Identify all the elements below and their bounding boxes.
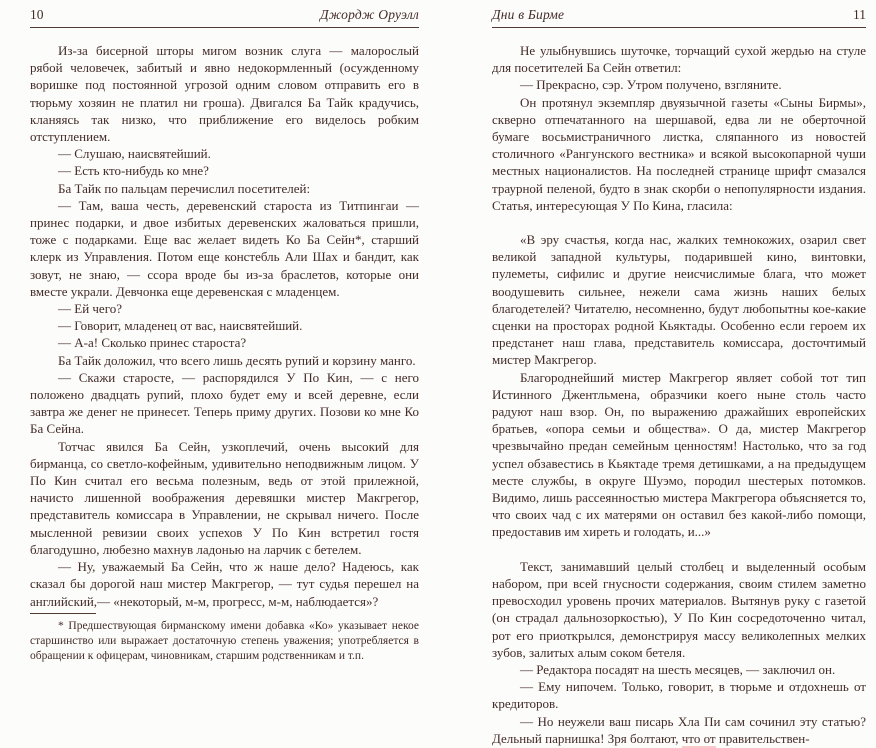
running-head-author: Джордж Оруэлл (319, 7, 419, 22)
footnote-rule (30, 613, 96, 614)
paragraph: Благороднейший мистер Макгрегор являет собой тот тип Истинного Джентльмена, образчики коего ныне столь часто радуют наш взор. Он, по выражению дражайших европейских братьев, «опора семьи и общества». О да, мистер Макгрегор чрезвычайно предан семейным ценностям! Настолько, что за год успел обзавестись в Кьяктаде тремя детишками, а на предыдущем месте службы, в округе Шуэмо, породил шестерых потомков. Видимо, лишь рассеянностью мистера Макгрегора объясняется то, что своих чад с их матерями он оставил без какой-либо помощи, предоставив им хиреть и голодать, и...» (492, 369, 866, 540)
paragraph: «В эру счастья, когда нас, жалких темнокожих, озарил свет великой западной культуры, подарившей кино, винтовки, пулеметы, сифилис и другие неисчислимые блага, что может воодушевить сильнее, нежели сама жизнь наших белых благодетелей? Читателю, несомненно, будут любопытны кое-какие сценки на просторах родной Кьяктады. Особенно если героем их предстанет наш глава, представитель комиссара, досточтимый мистер Макгрегор. (492, 232, 866, 368)
paragraph: — Ну, уважаемый Ба Сейн, что ж наше дело? Надеюсь, как сказал бы дорогой наш мистер Макгрегор, — тут судья перешел на английский,— «некоторый, м-м, прогресс, м-м, наблюдается»? (30, 559, 419, 609)
footnote-block (30, 610, 419, 671)
paragraph: Из-за бисерной шторы мигом возник слуга — малорослый рябой человечек, забитый и явно недокормленный (осужденному воришке под постоянной угрозой одним словом отправить его в тюрьму хозяин не платил ни гроша). Двигался Ба Тайк крадучись, кланяясь так низко, что приближение его виделось робким отступлением. (30, 43, 419, 145)
paragraph: Он протянул экземпляр двуязычной газеты «Сыны Бирмы», скверно отпечатанного на шершавой, едва ли не оберточной бумаге восьмистраничного листка, сляпанного из новостей столичного «Рангунского вестника» и всякой высокопарной чуши местных националистов. На последней странице шрифт смазался траурной пеленой, будто в знак скорби о непопулярности издания. Статья, интересующая У По Кина, гласила: (492, 94, 866, 213)
paragraph: — А-а! Сколько принес староста? (58, 335, 247, 351)
paragraph: — Ему нипочем. Только, говорит, в тюрьме и отдохнешь от кредиторов. (492, 679, 866, 712)
page-right (492, 0, 866, 746)
paragraph: — Редактора посадят на шесть месяцев, — заключил он. (520, 661, 836, 677)
page-body-right (492, 28, 866, 747)
paragraph: — Но неужели ваш писарь Хла Пи сам сочинил эту статью? Дельный парнишка! Зря болтают, что от правительствен- (492, 713, 866, 746)
paragraph: Ба Тайк по пальцам перечислил посетителей: (58, 180, 311, 196)
paragraph: — Есть кто-нибудь ко мне? (58, 163, 209, 179)
marked-phrase: что от (681, 730, 716, 746)
page-header-left (30, 0, 419, 28)
page-number-left: 10 (30, 7, 44, 22)
running-head-title: Дни в Бирме (492, 7, 565, 22)
paragraph: — Там, ваша честь, деревенский староста из Титпингаи — принес подарки, и двое избитых деревенских жаловаться пришли, тоже с подарками. Еще вас желает видеть Ко Ба Сейн*, старший клерк из Управления. Потом еще констебль Али Шах и бандит, как зовут, не знаю, — ссора вроде бы из-за браслетов, которые они вместе украли. Девчонка еще деревенская с младенцем. (30, 197, 419, 299)
paragraph: — Говорит, младенец от вас, наисвятейший. (58, 318, 303, 334)
page-left (30, 0, 419, 663)
paragraph: — Скажи старосте, — распорядился У По Кин, — с него положено двадцать рупий, плохо будет ему и всей деревне, если завтра же денег не принесет. Теперь приму других. Позови ко мне Ко Ба Сейна. (30, 369, 419, 437)
page-number-right: 11 (853, 7, 866, 22)
paragraph: Не улыбнувшись шуточке, торчащий сухой жердью на стуле для посетителей Ба Сейн ответил: (492, 43, 866, 76)
paragraph: — Прекрасно, сэр. Утром получено, взгляните. (520, 77, 782, 93)
page-body-left (30, 28, 419, 610)
page-header-right (492, 0, 866, 28)
paragraph: Тотчас явился Ба Сейн, узкоплечий, очень высокий для бирманца, со светло-кофейным, удивительно неподвижным лицом. У По Кин считал его весьма полезным, ведь от этой прилежной, начисто лишенной воображения деревяшки мистер Макгрегор, представитель комиссара в Управлении, не скрывал ничего. После мысленной ревизии своих успехов У По Кин встретил гостя благодушно, любезно махнув ладонью на ларчик с бетелем. (30, 438, 419, 557)
footnote-text: * Предшествующая бирманскому имени добавка «Ко» указывает некое старшинство или выражает достаточную степень уважения; употребляется в обращении к офицерам, чиновникам, старшим родственникам и т.п. (30, 619, 419, 662)
paragraph: — Ей чего? (58, 301, 122, 317)
paragraph: Текст, занимавший целый столбец и выделенный особым набором, при всей гнусности содержания, своим стилем заметно превосходил уровень прочих материалов. Вытянув руку с газетой (он страдал дальнозоркостью), У По Кин сосредоточенно читал, рот его приоткрылся, демонстрируя массу великолепных мелких зубов, залитых алым соком бетеля. (492, 558, 866, 660)
paragraph: — Слушаю, наисвятейший. (58, 146, 211, 162)
paragraph: Ба Тайк доложил, что всего лишь десять рупий и корзину манго. (58, 352, 416, 368)
